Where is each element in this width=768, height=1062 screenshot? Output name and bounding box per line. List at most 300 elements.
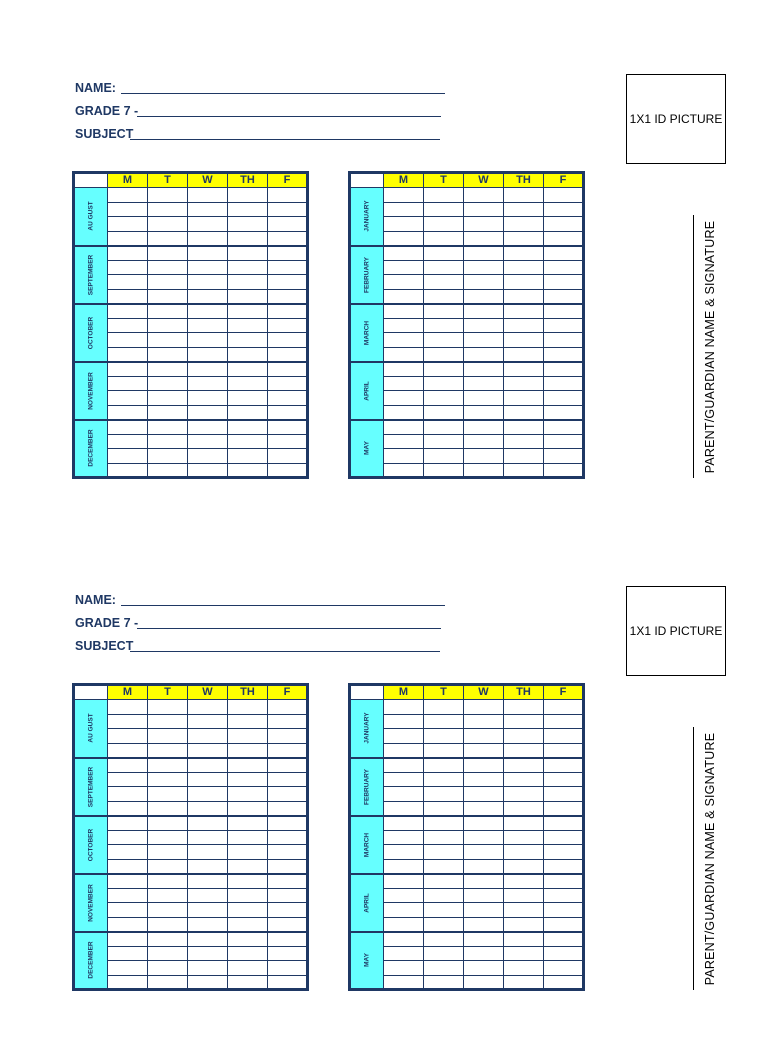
attendance-cell[interactable] [108,874,148,889]
attendance-cell[interactable] [148,434,188,449]
attendance-cell[interactable] [268,801,308,816]
attendance-cell[interactable] [228,845,268,860]
attendance-cell[interactable] [544,405,584,420]
attendance-cell[interactable] [384,772,424,787]
attendance-cell[interactable] [384,830,424,845]
attendance-cell[interactable] [544,275,584,290]
attendance-cell[interactable] [228,376,268,391]
attendance-cell[interactable] [544,975,584,990]
attendance-cell[interactable] [188,289,228,304]
attendance-cell[interactable] [108,275,148,290]
attendance-cell[interactable] [228,888,268,903]
attendance-cell[interactable] [268,434,308,449]
attendance-cell[interactable] [148,830,188,845]
attendance-cell[interactable] [108,391,148,406]
attendance-cell[interactable] [188,260,228,275]
attendance-cell[interactable] [228,874,268,889]
attendance-cell[interactable] [228,816,268,831]
attendance-cell[interactable] [504,946,544,961]
attendance-cell[interactable] [108,772,148,787]
attendance-cell[interactable] [464,830,504,845]
attendance-cell[interactable] [188,246,228,261]
attendance-cell[interactable] [504,260,544,275]
attendance-cell[interactable] [504,304,544,319]
attendance-cell[interactable] [188,729,228,744]
attendance-cell[interactable] [108,845,148,860]
attendance-cell[interactable] [384,903,424,918]
attendance-cell[interactable] [188,932,228,947]
attendance-cell[interactable] [148,333,188,348]
attendance-cell[interactable] [464,714,504,729]
attendance-cell[interactable] [544,449,584,464]
attendance-cell[interactable] [504,391,544,406]
attendance-cell[interactable] [228,917,268,932]
attendance-cell[interactable] [544,787,584,802]
attendance-cell[interactable] [228,700,268,715]
attendance-cell[interactable] [384,859,424,874]
attendance-cell[interactable] [188,961,228,976]
attendance-cell[interactable] [148,700,188,715]
attendance-cell[interactable] [228,333,268,348]
attendance-cell[interactable] [148,859,188,874]
attendance-cell[interactable] [268,961,308,976]
attendance-cell[interactable] [504,917,544,932]
attendance-cell[interactable] [504,845,544,860]
attendance-cell[interactable] [464,874,504,889]
attendance-cell[interactable] [228,391,268,406]
attendance-cell[interactable] [108,217,148,232]
attendance-cell[interactable] [228,362,268,377]
attendance-cell[interactable] [544,376,584,391]
attendance-cell[interactable] [148,246,188,261]
attendance-cell[interactable] [228,231,268,246]
attendance-cell[interactable] [228,463,268,478]
attendance-cell[interactable] [384,961,424,976]
attendance-cell[interactable] [228,946,268,961]
attendance-cell[interactable] [424,333,464,348]
attendance-cell[interactable] [384,405,424,420]
attendance-cell[interactable] [108,405,148,420]
attendance-cell[interactable] [504,362,544,377]
attendance-cell[interactable] [504,714,544,729]
attendance-cell[interactable] [544,917,584,932]
attendance-cell[interactable] [544,961,584,976]
attendance-cell[interactable] [148,231,188,246]
attendance-cell[interactable] [188,743,228,758]
attendance-cell[interactable] [384,729,424,744]
attendance-cell[interactable] [504,347,544,362]
attendance-cell[interactable] [228,449,268,464]
attendance-cell[interactable] [464,231,504,246]
attendance-cell[interactable] [504,729,544,744]
attendance-cell[interactable] [108,362,148,377]
attendance-cell[interactable] [544,874,584,889]
attendance-cell[interactable] [424,376,464,391]
attendance-cell[interactable] [268,845,308,860]
attendance-cell[interactable] [504,830,544,845]
attendance-cell[interactable] [148,362,188,377]
attendance-cell[interactable] [424,260,464,275]
attendance-cell[interactable] [384,758,424,773]
attendance-cell[interactable] [188,318,228,333]
attendance-cell[interactable] [108,903,148,918]
attendance-cell[interactable] [424,859,464,874]
attendance-cell[interactable] [424,932,464,947]
attendance-cell[interactable] [268,420,308,435]
attendance-cell[interactable] [544,202,584,217]
attendance-cell[interactable] [268,700,308,715]
attendance-cell[interactable] [504,449,544,464]
attendance-cell[interactable] [148,888,188,903]
attendance-cell[interactable] [464,405,504,420]
attendance-cell[interactable] [108,231,148,246]
attendance-cell[interactable] [228,188,268,203]
attendance-cell[interactable] [544,859,584,874]
attendance-cell[interactable] [544,304,584,319]
attendance-cell[interactable] [424,304,464,319]
attendance-cell[interactable] [464,975,504,990]
attendance-cell[interactable] [268,304,308,319]
attendance-cell[interactable] [424,700,464,715]
attendance-cell[interactable] [384,700,424,715]
attendance-cell[interactable] [384,376,424,391]
attendance-cell[interactable] [228,961,268,976]
attendance-cell[interactable] [108,463,148,478]
attendance-cell[interactable] [504,376,544,391]
attendance-cell[interactable] [228,217,268,232]
attendance-cell[interactable] [544,932,584,947]
attendance-cell[interactable] [108,961,148,976]
attendance-cell[interactable] [504,888,544,903]
attendance-cell[interactable] [148,903,188,918]
attendance-cell[interactable] [188,888,228,903]
attendance-cell[interactable] [268,289,308,304]
attendance-cell[interactable] [188,434,228,449]
attendance-cell[interactable] [108,434,148,449]
attendance-cell[interactable] [544,318,584,333]
attendance-cell[interactable] [188,714,228,729]
attendance-cell[interactable] [384,932,424,947]
attendance-cell[interactable] [268,932,308,947]
signature-line[interactable] [693,727,694,990]
attendance-cell[interactable] [424,801,464,816]
attendance-cell[interactable] [148,405,188,420]
attendance-cell[interactable] [504,405,544,420]
attendance-cell[interactable] [544,231,584,246]
attendance-cell[interactable] [464,758,504,773]
attendance-cell[interactable] [108,449,148,464]
attendance-cell[interactable] [424,743,464,758]
attendance-cell[interactable] [228,405,268,420]
attendance-cell[interactable] [464,946,504,961]
attendance-cell[interactable] [384,347,424,362]
attendance-cell[interactable] [424,449,464,464]
attendance-cell[interactable] [188,772,228,787]
attendance-cell[interactable] [108,801,148,816]
attendance-cell[interactable] [148,391,188,406]
attendance-cell[interactable] [464,304,504,319]
attendance-cell[interactable] [464,449,504,464]
attendance-cell[interactable] [148,729,188,744]
attendance-cell[interactable] [108,816,148,831]
attendance-cell[interactable] [384,449,424,464]
attendance-cell[interactable] [108,333,148,348]
signature-line[interactable] [693,215,694,478]
attendance-cell[interactable] [108,289,148,304]
grade-line[interactable] [137,116,441,117]
attendance-cell[interactable] [504,975,544,990]
attendance-cell[interactable] [504,903,544,918]
attendance-cell[interactable] [268,333,308,348]
attendance-cell[interactable] [504,333,544,348]
grade-line[interactable] [137,628,441,629]
attendance-cell[interactable] [108,758,148,773]
attendance-cell[interactable] [188,304,228,319]
attendance-cell[interactable] [148,975,188,990]
attendance-cell[interactable] [108,859,148,874]
attendance-cell[interactable] [268,787,308,802]
attendance-cell[interactable] [384,202,424,217]
attendance-cell[interactable] [148,449,188,464]
attendance-cell[interactable] [424,463,464,478]
attendance-cell[interactable] [464,961,504,976]
attendance-cell[interactable] [108,347,148,362]
attendance-cell[interactable] [148,260,188,275]
attendance-cell[interactable] [544,743,584,758]
attendance-cell[interactable] [228,304,268,319]
attendance-cell[interactable] [544,333,584,348]
attendance-cell[interactable] [188,830,228,845]
subject-line[interactable] [130,139,440,140]
attendance-cell[interactable] [228,743,268,758]
attendance-cell[interactable] [504,275,544,290]
attendance-cell[interactable] [268,275,308,290]
attendance-cell[interactable] [148,714,188,729]
attendance-cell[interactable] [384,391,424,406]
attendance-cell[interactable] [188,202,228,217]
attendance-cell[interactable] [384,246,424,261]
attendance-cell[interactable] [148,275,188,290]
attendance-cell[interactable] [148,787,188,802]
attendance-cell[interactable] [228,830,268,845]
attendance-cell[interactable] [424,961,464,976]
attendance-cell[interactable] [424,772,464,787]
attendance-cell[interactable] [148,932,188,947]
attendance-cell[interactable] [108,729,148,744]
attendance-cell[interactable] [268,449,308,464]
attendance-cell[interactable] [464,289,504,304]
attendance-cell[interactable] [384,333,424,348]
attendance-cell[interactable] [464,888,504,903]
attendance-cell[interactable] [268,714,308,729]
attendance-cell[interactable] [148,463,188,478]
attendance-cell[interactable] [268,260,308,275]
attendance-cell[interactable] [148,188,188,203]
attendance-cell[interactable] [504,743,544,758]
attendance-cell[interactable] [148,289,188,304]
attendance-cell[interactable] [188,362,228,377]
attendance-cell[interactable] [228,772,268,787]
attendance-cell[interactable] [544,700,584,715]
attendance-cell[interactable] [188,347,228,362]
attendance-cell[interactable] [504,700,544,715]
attendance-cell[interactable] [544,816,584,831]
attendance-cell[interactable] [268,202,308,217]
attendance-cell[interactable] [108,188,148,203]
attendance-cell[interactable] [384,946,424,961]
attendance-cell[interactable] [424,347,464,362]
attendance-cell[interactable] [228,787,268,802]
attendance-cell[interactable] [268,246,308,261]
attendance-cell[interactable] [544,888,584,903]
attendance-cell[interactable] [464,932,504,947]
attendance-cell[interactable] [384,289,424,304]
attendance-cell[interactable] [504,434,544,449]
attendance-cell[interactable] [504,246,544,261]
attendance-cell[interactable] [108,376,148,391]
attendance-cell[interactable] [228,932,268,947]
attendance-cell[interactable] [148,874,188,889]
attendance-cell[interactable] [384,888,424,903]
attendance-cell[interactable] [384,787,424,802]
attendance-cell[interactable] [228,420,268,435]
attendance-cell[interactable] [504,772,544,787]
attendance-cell[interactable] [268,217,308,232]
attendance-cell[interactable] [544,347,584,362]
attendance-cell[interactable] [228,714,268,729]
attendance-cell[interactable] [464,816,504,831]
attendance-cell[interactable] [148,420,188,435]
attendance-cell[interactable] [424,289,464,304]
attendance-cell[interactable] [464,376,504,391]
attendance-cell[interactable] [188,376,228,391]
attendance-cell[interactable] [424,362,464,377]
attendance-cell[interactable] [108,202,148,217]
name-line[interactable] [121,93,445,94]
attendance-cell[interactable] [148,743,188,758]
attendance-cell[interactable] [424,903,464,918]
attendance-cell[interactable] [268,975,308,990]
attendance-cell[interactable] [268,874,308,889]
attendance-cell[interactable] [188,275,228,290]
attendance-cell[interactable] [464,347,504,362]
attendance-cell[interactable] [544,246,584,261]
attendance-cell[interactable] [544,758,584,773]
attendance-cell[interactable] [268,347,308,362]
attendance-cell[interactable] [188,801,228,816]
attendance-cell[interactable] [424,946,464,961]
attendance-cell[interactable] [464,434,504,449]
attendance-cell[interactable] [544,289,584,304]
name-line[interactable] [121,605,445,606]
attendance-cell[interactable] [228,801,268,816]
attendance-cell[interactable] [148,801,188,816]
attendance-cell[interactable] [504,231,544,246]
attendance-cell[interactable] [544,845,584,860]
attendance-cell[interactable] [148,845,188,860]
attendance-cell[interactable] [108,787,148,802]
attendance-cell[interactable] [504,463,544,478]
attendance-cell[interactable] [384,917,424,932]
attendance-cell[interactable] [504,932,544,947]
attendance-cell[interactable] [228,347,268,362]
attendance-cell[interactable] [424,246,464,261]
attendance-cell[interactable] [504,758,544,773]
attendance-cell[interactable] [544,772,584,787]
attendance-cell[interactable] [108,318,148,333]
attendance-cell[interactable] [424,275,464,290]
attendance-cell[interactable] [268,816,308,831]
attendance-cell[interactable] [188,188,228,203]
attendance-cell[interactable] [148,961,188,976]
attendance-cell[interactable] [188,333,228,348]
attendance-cell[interactable] [228,289,268,304]
attendance-cell[interactable] [188,449,228,464]
attendance-cell[interactable] [424,318,464,333]
attendance-cell[interactable] [228,859,268,874]
attendance-cell[interactable] [424,830,464,845]
attendance-cell[interactable] [464,787,504,802]
attendance-cell[interactable] [424,975,464,990]
attendance-cell[interactable] [228,729,268,744]
attendance-cell[interactable] [188,845,228,860]
attendance-cell[interactable] [464,217,504,232]
attendance-cell[interactable] [504,188,544,203]
attendance-cell[interactable] [148,217,188,232]
attendance-cell[interactable] [464,362,504,377]
attendance-cell[interactable] [268,729,308,744]
attendance-cell[interactable] [504,217,544,232]
attendance-cell[interactable] [384,304,424,319]
attendance-cell[interactable] [228,758,268,773]
attendance-cell[interactable] [424,420,464,435]
attendance-cell[interactable] [504,961,544,976]
attendance-cell[interactable] [384,463,424,478]
attendance-cell[interactable] [384,275,424,290]
attendance-cell[interactable] [188,946,228,961]
attendance-cell[interactable] [464,845,504,860]
attendance-cell[interactable] [108,714,148,729]
attendance-cell[interactable] [464,246,504,261]
attendance-cell[interactable] [268,830,308,845]
attendance-cell[interactable] [268,405,308,420]
attendance-cell[interactable] [384,743,424,758]
attendance-cell[interactable] [544,946,584,961]
attendance-cell[interactable] [268,391,308,406]
attendance-cell[interactable] [544,217,584,232]
attendance-cell[interactable] [188,420,228,435]
attendance-cell[interactable] [424,917,464,932]
attendance-cell[interactable] [424,714,464,729]
attendance-cell[interactable] [464,333,504,348]
attendance-cell[interactable] [188,917,228,932]
attendance-cell[interactable] [268,376,308,391]
attendance-cell[interactable] [148,816,188,831]
attendance-cell[interactable] [424,434,464,449]
attendance-cell[interactable] [228,246,268,261]
attendance-cell[interactable] [544,830,584,845]
attendance-cell[interactable] [108,700,148,715]
attendance-cell[interactable] [148,772,188,787]
attendance-cell[interactable] [384,874,424,889]
attendance-cell[interactable] [228,903,268,918]
attendance-cell[interactable] [228,434,268,449]
attendance-cell[interactable] [268,859,308,874]
attendance-cell[interactable] [464,743,504,758]
attendance-cell[interactable] [228,975,268,990]
attendance-cell[interactable] [384,801,424,816]
attendance-cell[interactable] [268,903,308,918]
